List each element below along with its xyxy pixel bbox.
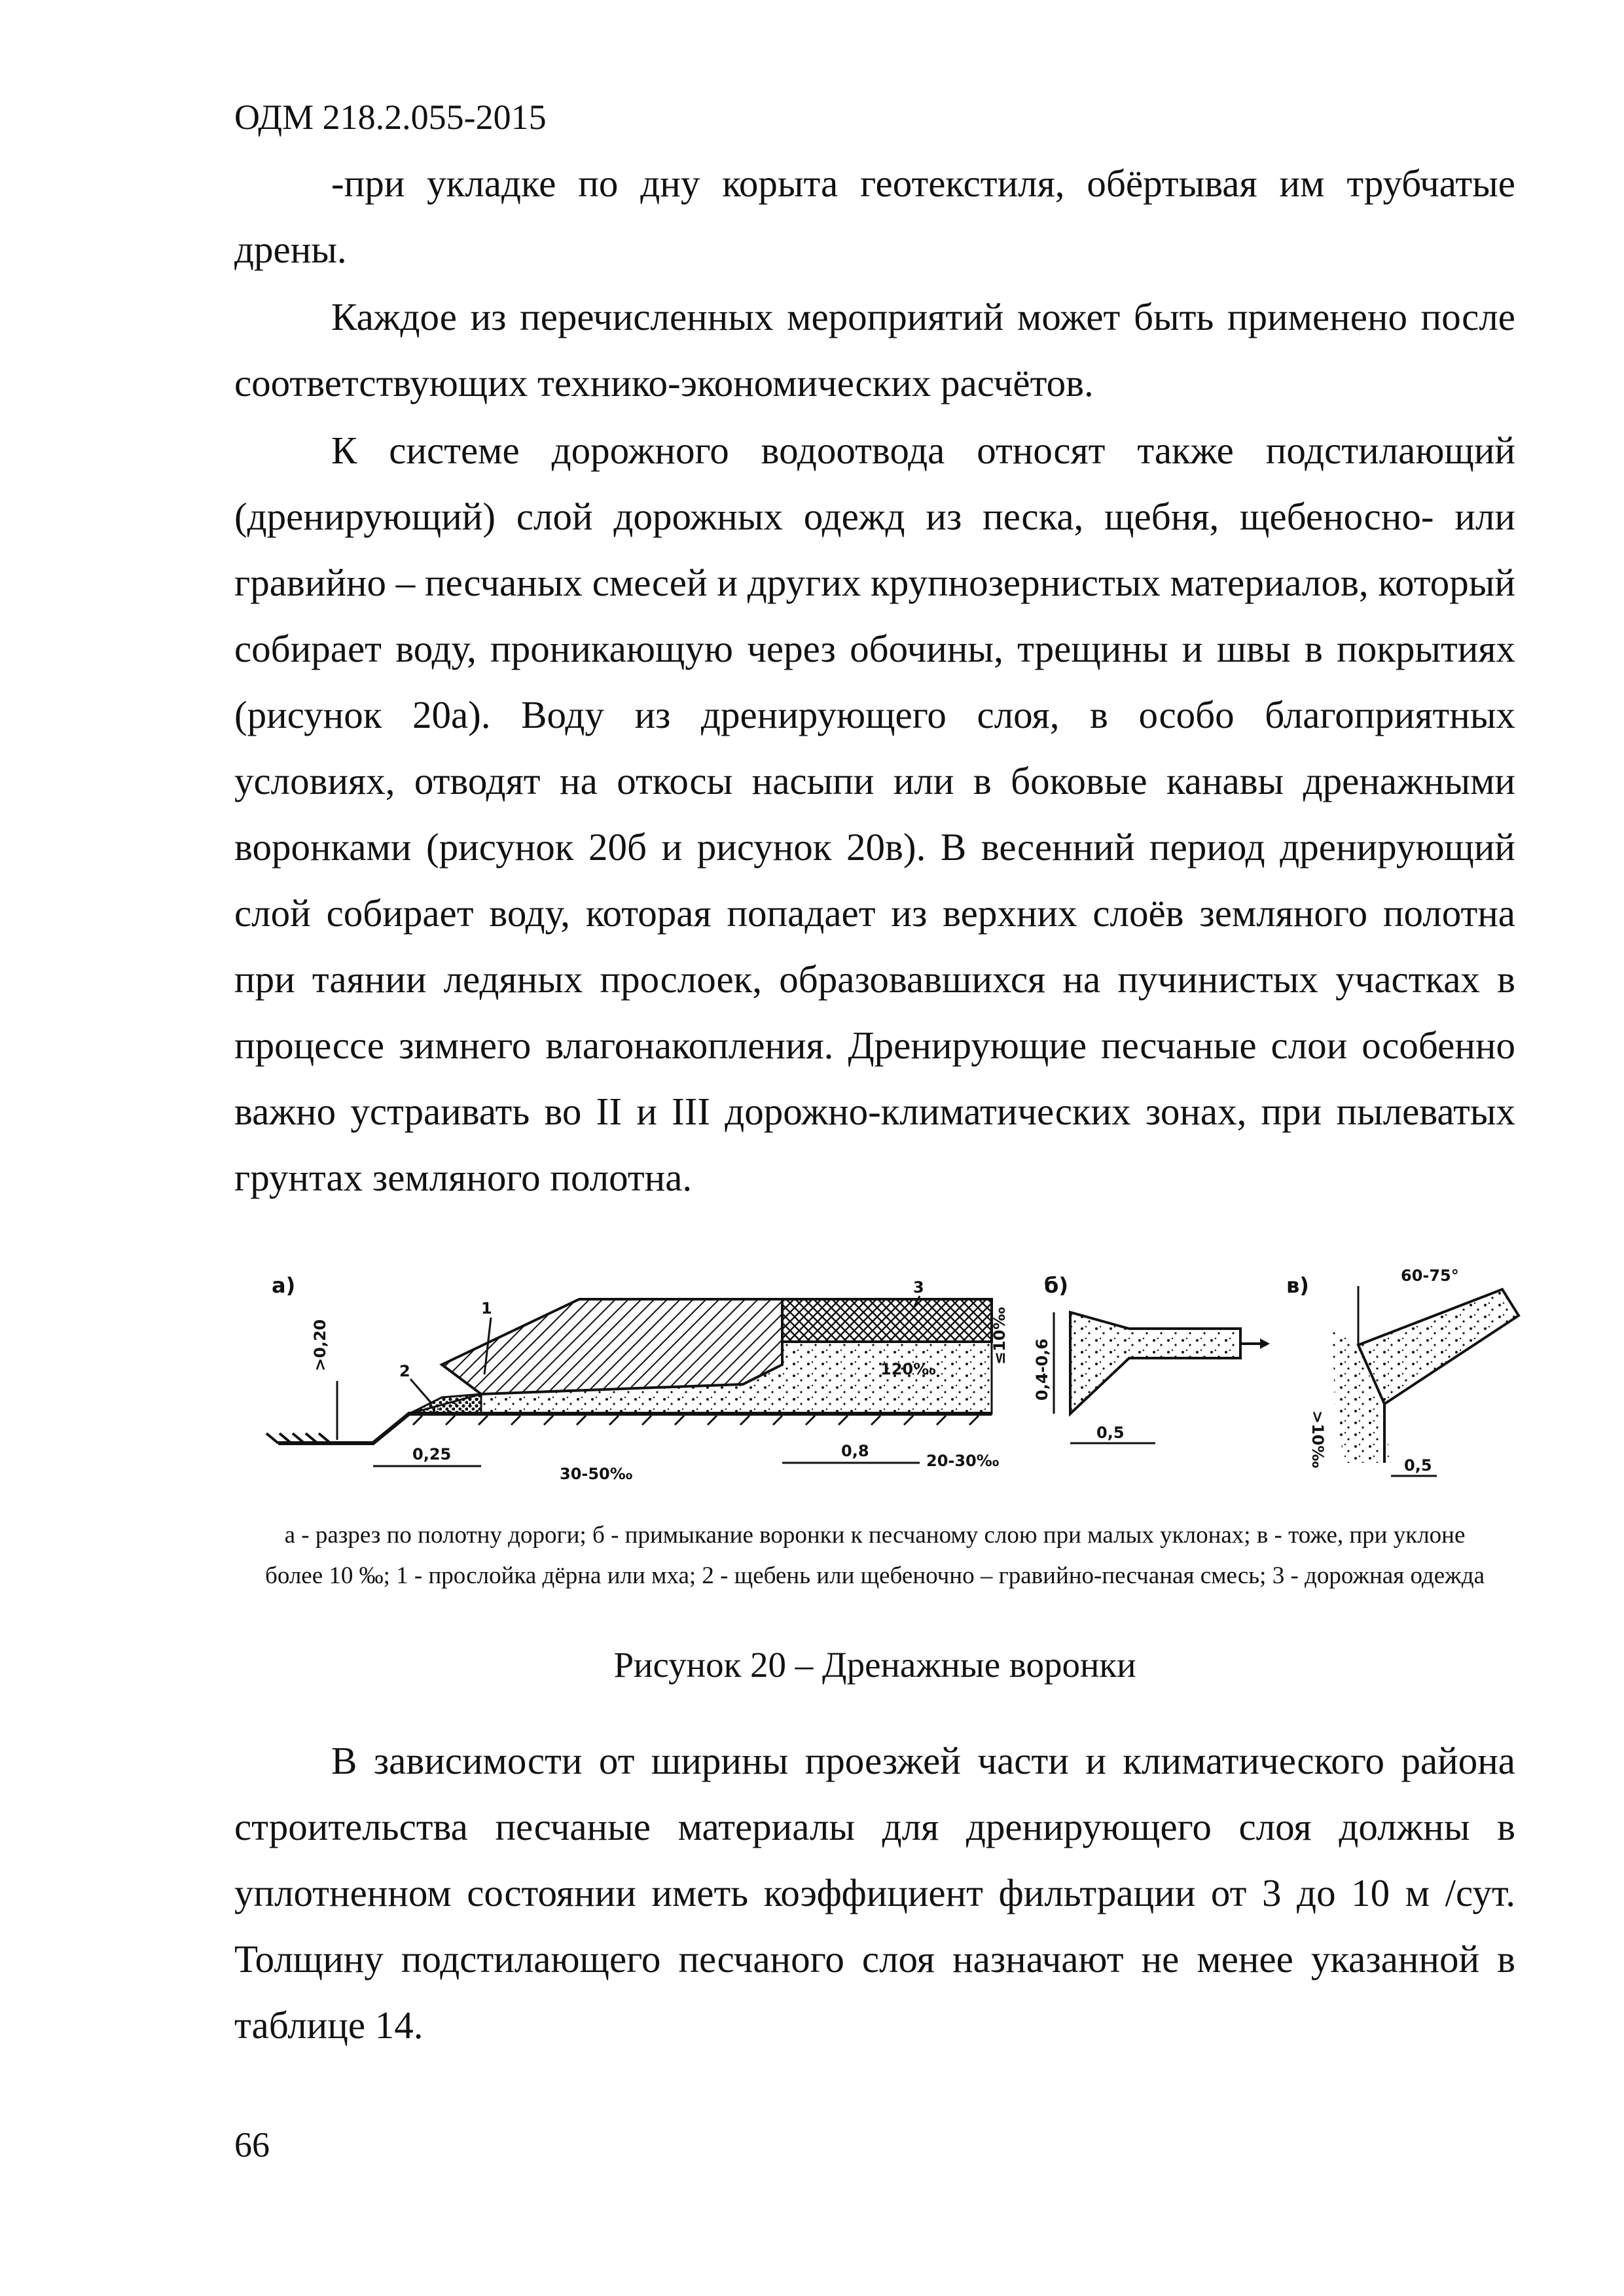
- slope-max-10: ≤10‰: [990, 1306, 1009, 1365]
- panel-c-label: в): [1286, 1273, 1309, 1298]
- document-code-header: ОДМ 218.2.055-2015: [234, 98, 547, 137]
- paragraph: -при укладке по дну корыта геотекстиля, обёртывая им трубчатые дрены.: [234, 162, 1515, 271]
- page-number: 66: [234, 2125, 270, 2164]
- callout-2-leader: [410, 1379, 432, 1404]
- funnel-c-outlet: [1358, 1289, 1519, 1404]
- paragraph: Каждое из перечисленных мероприятий может быть применено после соответствующих технико-экономических расчётов.: [234, 295, 1515, 404]
- dim-c-0-5: 0,5: [1404, 1456, 1432, 1475]
- paragraph: В зависимости от ширины проезжей части и климатического района строительства песчаные материалы для дренирующего слоя должны в уплотненном состоянии иметь коэффициент фильтрации от 3 до 10 м /сут. Толщину подстилающего песчаного слоя назначают не менее указанной в таблице 14.: [234, 1739, 1515, 2047]
- callout-1: 1: [481, 1299, 492, 1318]
- figure-drainage-funnels: [259, 1266, 1528, 1509]
- pavement-layer: [782, 1299, 992, 1342]
- slope-min-10: >10‰: [1308, 1410, 1327, 1469]
- figure-drawing: [259, 1266, 1528, 1509]
- body-text-top: [234, 151, 1515, 1211]
- ground-line: [278, 1414, 992, 1443]
- figure-caption: Рисунок 20 – Дренажные воронки: [613, 1645, 1136, 1685]
- panel-a-label: а): [272, 1273, 296, 1298]
- legend-line-2: более 10 ‰; 1 - прослойка дёрна или мха; 2 - щебень или щебеночно – гравийно-песчаная смесь; 3 - дорожная одежда: [265, 1562, 1485, 1589]
- embankment-hatched: [442, 1299, 782, 1394]
- slope-20-30: 20-30‰: [926, 1452, 1000, 1470]
- legend-line-1: а - разрез по полотну дороги; б - примыкание воронки к песчаному слою при малых уклонах; в - тоже, при уклоне: [284, 1522, 1466, 1549]
- paragraph: К системе дорожного водоотвода относят также подстилающий (дренирующий) слой дорожных одежд из песка, щебня, щебеносно- или гравийно – песчаных смесей и других крупнозернистых материалов, который собирает воду, проникающую через обочины, трещины и швы в покрытиях (рисунок 20а). Воду из дренирующего слоя, в особо благоприятных условиях, отводят на откосы насыпи или в боковые канавы дренажными воронками (рисунок 20б и рисунок 20в). В весенний период дренирующий слой собирает воду, которая попадает из верхних слоёв земляного полотна при таянии ледяных прослоек, образовавшихся на пучинистых участках в процессе зимнего влагонакопления. Дренирующие песчаные слои особенно важно устраивать во II и III дорожно-климатических зонах, при пылеватых грунтах земляного полотна.: [234, 429, 1515, 1199]
- callout-3: 3: [913, 1278, 924, 1297]
- funnel-b-shape: [1070, 1312, 1240, 1414]
- figure-legend: [234, 1515, 1515, 1596]
- body-text-bottom: [234, 1728, 1515, 2058]
- slope-30-50: 30-50‰: [560, 1465, 633, 1483]
- panel-b-label: б): [1044, 1273, 1068, 1298]
- subgrade-hatch: [413, 1416, 979, 1425]
- dim-0-8: 0,8: [841, 1442, 869, 1460]
- dim-0-25: 0,25: [412, 1445, 452, 1463]
- angle-60-75: 60-75°: [1401, 1266, 1459, 1285]
- callout-2: 2: [399, 1362, 410, 1380]
- arrow-head-b: [1260, 1338, 1270, 1349]
- slope-120: 120‰: [880, 1360, 936, 1378]
- dim-b-0-5: 0,5: [1096, 1424, 1125, 1442]
- dim-0-4-0-6: 0,4-0,6: [1033, 1338, 1051, 1401]
- dim-min-0-20: >0,20: [311, 1319, 329, 1371]
- gravel-funnel: [409, 1394, 481, 1414]
